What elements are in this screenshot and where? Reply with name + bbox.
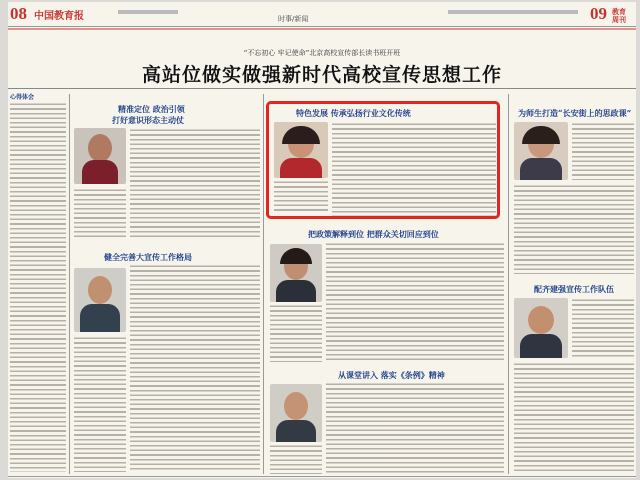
heading-right-mid: 配齐建强宣传工作队伍	[534, 284, 614, 294]
portrait-face	[88, 134, 112, 162]
section-label: 时事/新闻	[278, 15, 309, 23]
column-center-mid-text	[326, 242, 504, 362]
section-tag: 心得体会	[10, 95, 35, 101]
paper-name: 中国教育报	[34, 11, 84, 22]
page-number-right: 09	[590, 4, 607, 23]
heading-left-top: 精准定位 政治引领	[118, 104, 185, 114]
portrait-photo-4	[270, 244, 322, 302]
article-title: 高站位做实做强新时代高校宣传思想工作	[141, 64, 502, 86]
photo-caption	[74, 188, 126, 240]
heading-center-mid: 把政策解释到位 把群众关切回应到位	[308, 229, 439, 239]
portrait-photo-6	[514, 122, 568, 180]
column-right-mid-text	[514, 362, 634, 474]
portrait-photo-7	[514, 298, 568, 358]
bottom-rule	[8, 476, 636, 477]
heading-center-bottom: 从课堂讲入 落实《条例》精神	[338, 370, 445, 380]
column-intro	[10, 102, 66, 472]
portrait-photo-2	[74, 268, 126, 332]
heading-center-box: 特色发展 传承弘扬行业文化传统	[296, 108, 411, 118]
heading-left-top-2: 打好意识形态主动仗	[112, 115, 184, 125]
portrait-photo	[74, 128, 126, 184]
article-subtitle: “不忘初心 牢记使命”北京高校宣传部长读书班开班	[243, 49, 401, 57]
newspaper-page	[8, 2, 636, 478]
column-center-bottom-text	[326, 382, 504, 474]
heading-right-top: 为师生打造“长安街上的思政课”	[518, 108, 632, 118]
text-lines	[10, 102, 66, 472]
column-divider	[69, 94, 70, 474]
highlight-box	[266, 101, 500, 219]
red-rule	[8, 28, 636, 30]
column-left-top-text	[130, 128, 260, 240]
masthead	[8, 2, 636, 26]
title-rule	[8, 88, 636, 89]
heading-left-mid: 健全完善大宣传工作格局	[104, 252, 192, 262]
page-number-left: 08	[10, 4, 27, 23]
portrait-photo-5	[270, 384, 322, 442]
top-rule	[8, 26, 636, 27]
weekly-label: 教育周刊	[612, 8, 626, 24]
column-left-mid-text	[130, 264, 260, 472]
column-right-top-text	[514, 184, 634, 274]
